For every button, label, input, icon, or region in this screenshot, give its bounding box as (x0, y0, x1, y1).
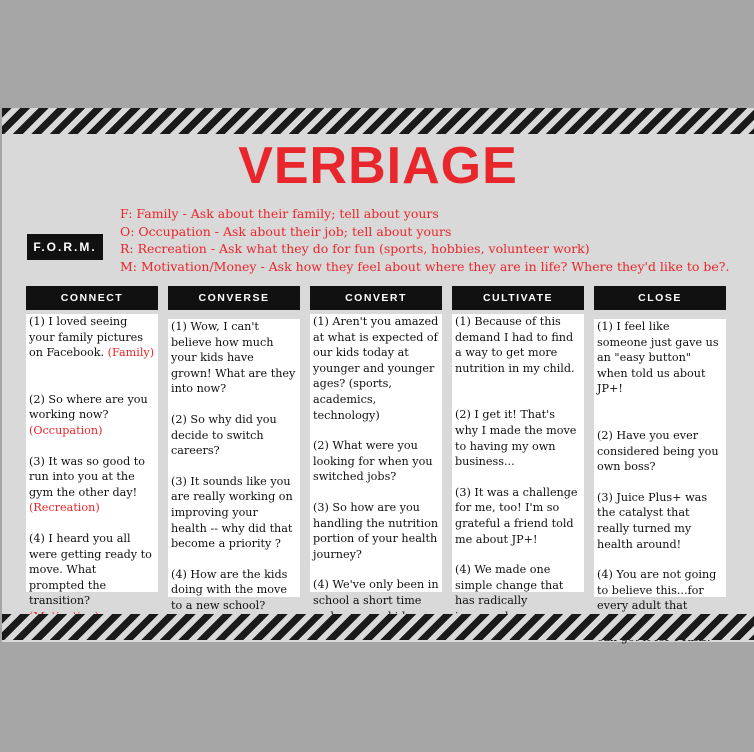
column-heading: CONVERSE (168, 286, 300, 310)
column-item: (1) I loved seeing your family pictures on Facebook. (Family) (29, 315, 155, 360)
column-item: (1) I feel like someone just gave us an "easy button" when told us about JP+! (597, 320, 719, 396)
column-item: (3) It was a challenge for me, too! I'm so grateful a friend told me about JP+! (455, 485, 578, 546)
page-title: VERBIAGE (238, 137, 518, 195)
column-converse (168, 286, 300, 612)
top-stripe-band (2, 108, 754, 134)
column-item: (2) So why did you decide to switch careers? (171, 412, 277, 458)
column-item: (2) I get it! That's why I made the move to having my own business... (455, 408, 577, 469)
column-item: (1) Wow, I can't believe how much your kids have grown! What are they into now? (171, 320, 296, 396)
form-badge: F.O.R.M. (27, 234, 103, 260)
column-item: (2) So where are you working now? (Occupation) (29, 392, 148, 437)
column-item: (2) What were you looking for when you switched jobs? (313, 439, 433, 484)
form-line-recreation: R: Recreation - Ask what they do for fun (sports, hobbies, volunteer work) (120, 241, 590, 256)
column-heading: CONNECT (26, 286, 158, 310)
column-item: (1) Aren't you amazed at what is expected of our kids today at younger and younger ages? (sports, academics, technology) (313, 315, 439, 422)
column-item: (3) It was so good to run into you at the gym the other day! (Recreation) (29, 454, 146, 515)
column-convert (310, 286, 442, 607)
column-heading: CLOSE (594, 286, 726, 310)
column-close (594, 286, 726, 613)
form-line-occupation: O: Occupation - Ask about their job; tell about yours (120, 223, 452, 239)
column-item: (3) So how are you handling the nutrition portion of your health journey? (313, 500, 439, 561)
column-connect (26, 286, 158, 608)
form-line-motivation: M: Motivation/Money - Ask how they feel about where they are in life? Where they'd like to be?. (120, 258, 730, 274)
column-body (594, 319, 726, 613)
column-item: (4) I heard you all were getting ready to move. What prompted the transition? (29, 531, 152, 608)
column-heading: CONVERT (310, 286, 442, 310)
form-line-family: F: Family - Ask about their family; tell about yours (120, 206, 439, 221)
column-item: (4) How are the kids doing with the move to a new school? (171, 567, 288, 612)
column-item: (4) We've only been in school a short time (313, 578, 439, 607)
column-body (310, 314, 442, 607)
bottom-stripe-band (2, 614, 754, 640)
column-item: (3) Juice Plus+ was the catalyst that really turned my health around! (597, 490, 708, 551)
column-item: (4) You are not going to believe this...for every adult that (597, 568, 717, 613)
column-body (168, 319, 300, 612)
column-body (26, 314, 158, 608)
column-item: (3) It sounds like you are really working on improving your health -- why did that become a priority ? (171, 474, 293, 551)
column-item: (2) Have you ever considered being you own boss? (597, 428, 719, 474)
column-cultivate (452, 286, 584, 608)
column-heading: CULTIVATE (452, 286, 584, 310)
column-item: (4) We made one simple change that has radically (455, 563, 564, 608)
column-body (452, 314, 584, 608)
form-list (120, 205, 729, 275)
column-item: (1) Because of this demand I had to find a way to get more nutrition in my child. (455, 315, 575, 375)
verbiage-panel (2, 108, 754, 642)
